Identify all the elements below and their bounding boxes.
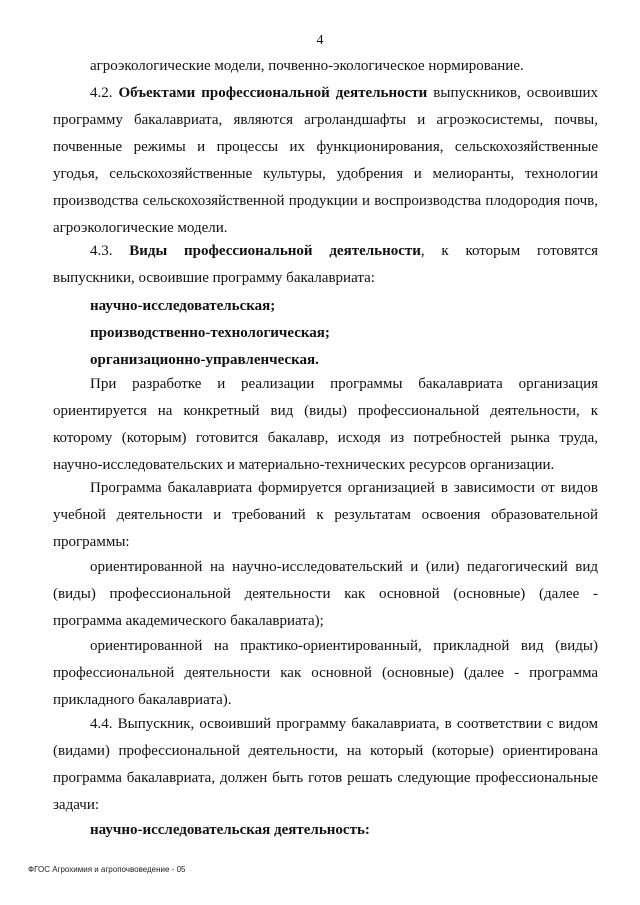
paragraph-continuation <box>53 53 598 80</box>
section-4-4 <box>53 711 598 819</box>
section-number: 4.2. <box>90 85 119 101</box>
section-4-2-text <box>53 80 598 242</box>
footer-text: ФГОС Агрохимия и агропочвоведение - 05 <box>28 865 186 874</box>
section-body: , к которым готовятся выпускники, освоившие программу бакалавриата: <box>53 243 599 286</box>
section-4-3-text <box>53 238 598 292</box>
activity-types-list <box>53 293 598 374</box>
page-number: 4 <box>316 33 324 48</box>
paragraph-applied <box>53 633 598 714</box>
paragraph-formation <box>53 475 598 556</box>
paragraph-text: ориентированной на практико-ориентированный, прикладной вид (виды) профессиональной деятельности как основной (основные) (далее - программа прикладного бакалавриата). <box>53 638 598 708</box>
section-body: выпускников, освоивших программу бакалавриата, являются агроландшафты и агроэкосистемы, почвы, почвенные режимы и процессы их функционирования, сельскохозяйственные угодья, сельскохозяйственные культуры, удобрения и мелиоранты, технологии производства сельскохозяйственной продукции и воспроизводства плодородия почв, агроэкологические модели. <box>53 85 599 236</box>
section-4-3 <box>53 238 598 292</box>
paragraph-text: ориентированной на научно-исследовательский и (или) педагогический вид (виды) профессиональной деятельности как основной (основные) (далее - программа академического бакалавриата); <box>53 559 598 629</box>
paragraph-text: Программа бакалавриата формируется организацией в зависимости от видов учебной деятельности и требований к результатам освоения образовательной программы: <box>53 480 598 550</box>
section-number: 4.3. <box>90 243 130 259</box>
activity-type-item: организационно-управленческая. <box>90 352 319 368</box>
section-term: Виды профессиональной деятельности <box>129 243 421 259</box>
paragraph-text: При разработке и реализации программы бакалавриата организация ориентируется на конкретный вид (виды) профессиональной деятельности, к которому (которым) готовится бакалавр, исходя из потребностей рынка труда, научно-исследовательских и материально-технических ресурсов организации. <box>53 376 598 473</box>
paragraph-academic <box>53 554 598 635</box>
activity-type-item: научно-исследовательская; <box>90 298 276 314</box>
paragraph-development <box>53 371 598 479</box>
paragraph-text: 4.4. Выпускник, освоивший программу бакалавриата, в соответствии с видом (видами) профессиональной деятельности, на который (которые) ориентирована программа бакалавриата, должен быть готов решать следующие профессиональные задачи: <box>53 716 598 813</box>
heading-text: научно-исследовательская деятельность: <box>90 822 370 838</box>
heading-research-activity <box>53 817 598 844</box>
section-term: Объектами профессиональной деятельности <box>118 85 428 101</box>
section-4-2 <box>53 80 598 242</box>
paragraph-text: агроэкологические модели, почвенно-экологическое нормирование. <box>90 58 524 74</box>
activity-type-item: производственно-технологическая; <box>90 325 330 341</box>
